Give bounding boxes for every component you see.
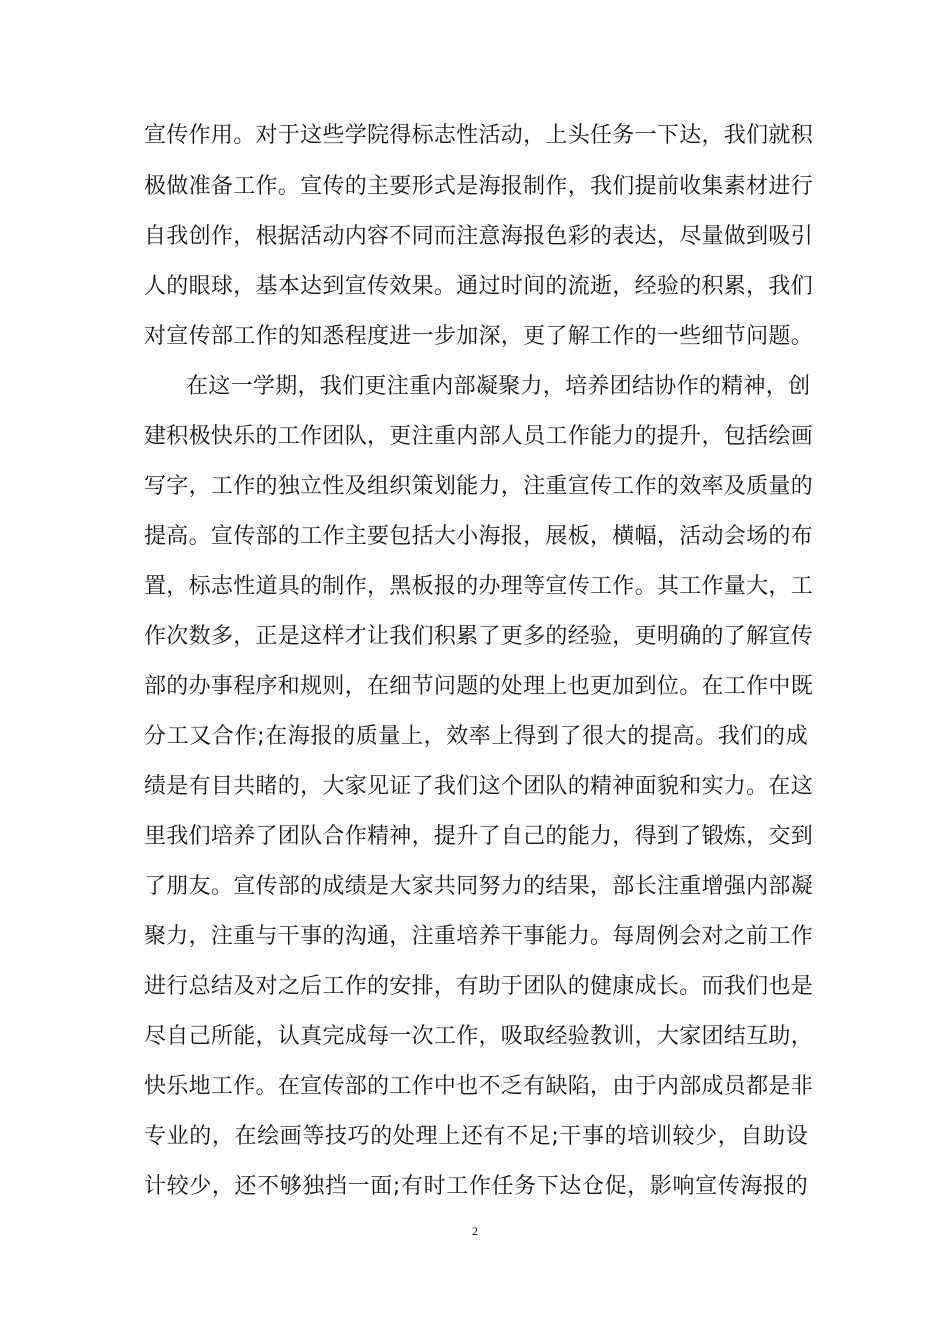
text-line: 在这一学期，我们更注重内部凝聚力，培养团结协作的精神，创: [186, 374, 811, 399]
text-line: 里我们培养了团队合作精神，提升了自己的能力，得到了锻炼，交到: [144, 824, 814, 849]
text-line: 置，标志性道具的制作，黑板报的办理等宣传工作。其工作量大，工: [144, 574, 814, 599]
text-line: 人的眼球，基本达到宣传效果。通过时间的流逝，经验的积累，我们: [144, 274, 814, 299]
text-line: 进行总结及对之后工作的安排，有助于团队的健康成长。而我们也是: [144, 974, 814, 999]
text-line: 了朋友。宣传部的成绩是大家共同努力的结果，部长注重增强内部凝: [144, 874, 814, 899]
text-line: 写字，工作的独立性及组织策划能力，注重宣传工作的效率及质量的: [144, 474, 814, 499]
text-line: 对宣传部工作的知悉程度进一步加深，更了解工作的一些细节问题。: [144, 324, 814, 349]
text-line: 计较少，还不够独挡一面;有时工作任务下达仓促，影响宣传海报的: [144, 1174, 808, 1199]
text-line: 快乐地工作。在宣传部的工作中也不乏有缺陷，由于内部成员都是非: [144, 1074, 814, 1099]
text-line: 专业的，在绘画等技巧的处理上还有不足;干事的培训较少，自助设: [144, 1124, 808, 1149]
text-line: 自我创作，根据活动内容不同而注意海报色彩的表达，尽量做到吸引: [144, 224, 814, 249]
text-line: 极做准备工作。宣传的主要形式是海报制作，我们提前收集素材进行: [144, 174, 814, 199]
text-line: 绩是有目共睹的，大家见证了我们这个团队的精神面貌和实力。在这: [144, 774, 814, 799]
text-line: 聚力，注重与干事的沟通，注重培养干事能力。每周例会对之前工作: [144, 924, 814, 949]
text-line: 建积极快乐的工作团队，更注重内部人员工作能力的提升，包括绘画: [144, 424, 814, 449]
text-line: 部的办事程序和规则，在细节问题的处理上也更加到位。在工作中既: [144, 674, 814, 699]
text-line: 宣传作用。对于这些学院得标志性活动，上头任务一下达，我们就积: [144, 123, 814, 148]
text-line: 分工又合作;在海报的质量上，效率上得到了很大的提高。我们的成: [144, 724, 808, 749]
text-line: 作次数多，正是这样才让我们积累了更多的经验，更明确的了解宣传: [144, 624, 814, 649]
page-number: 2: [472, 1224, 478, 1238]
text-line: 提高。宣传部的工作主要包括大小海报，展板，横幅，活动会场的布: [144, 524, 814, 549]
text-line: 尽自己所能，认真完成每一次工作，吸取经验教训，大家团结互助，: [144, 1024, 814, 1049]
